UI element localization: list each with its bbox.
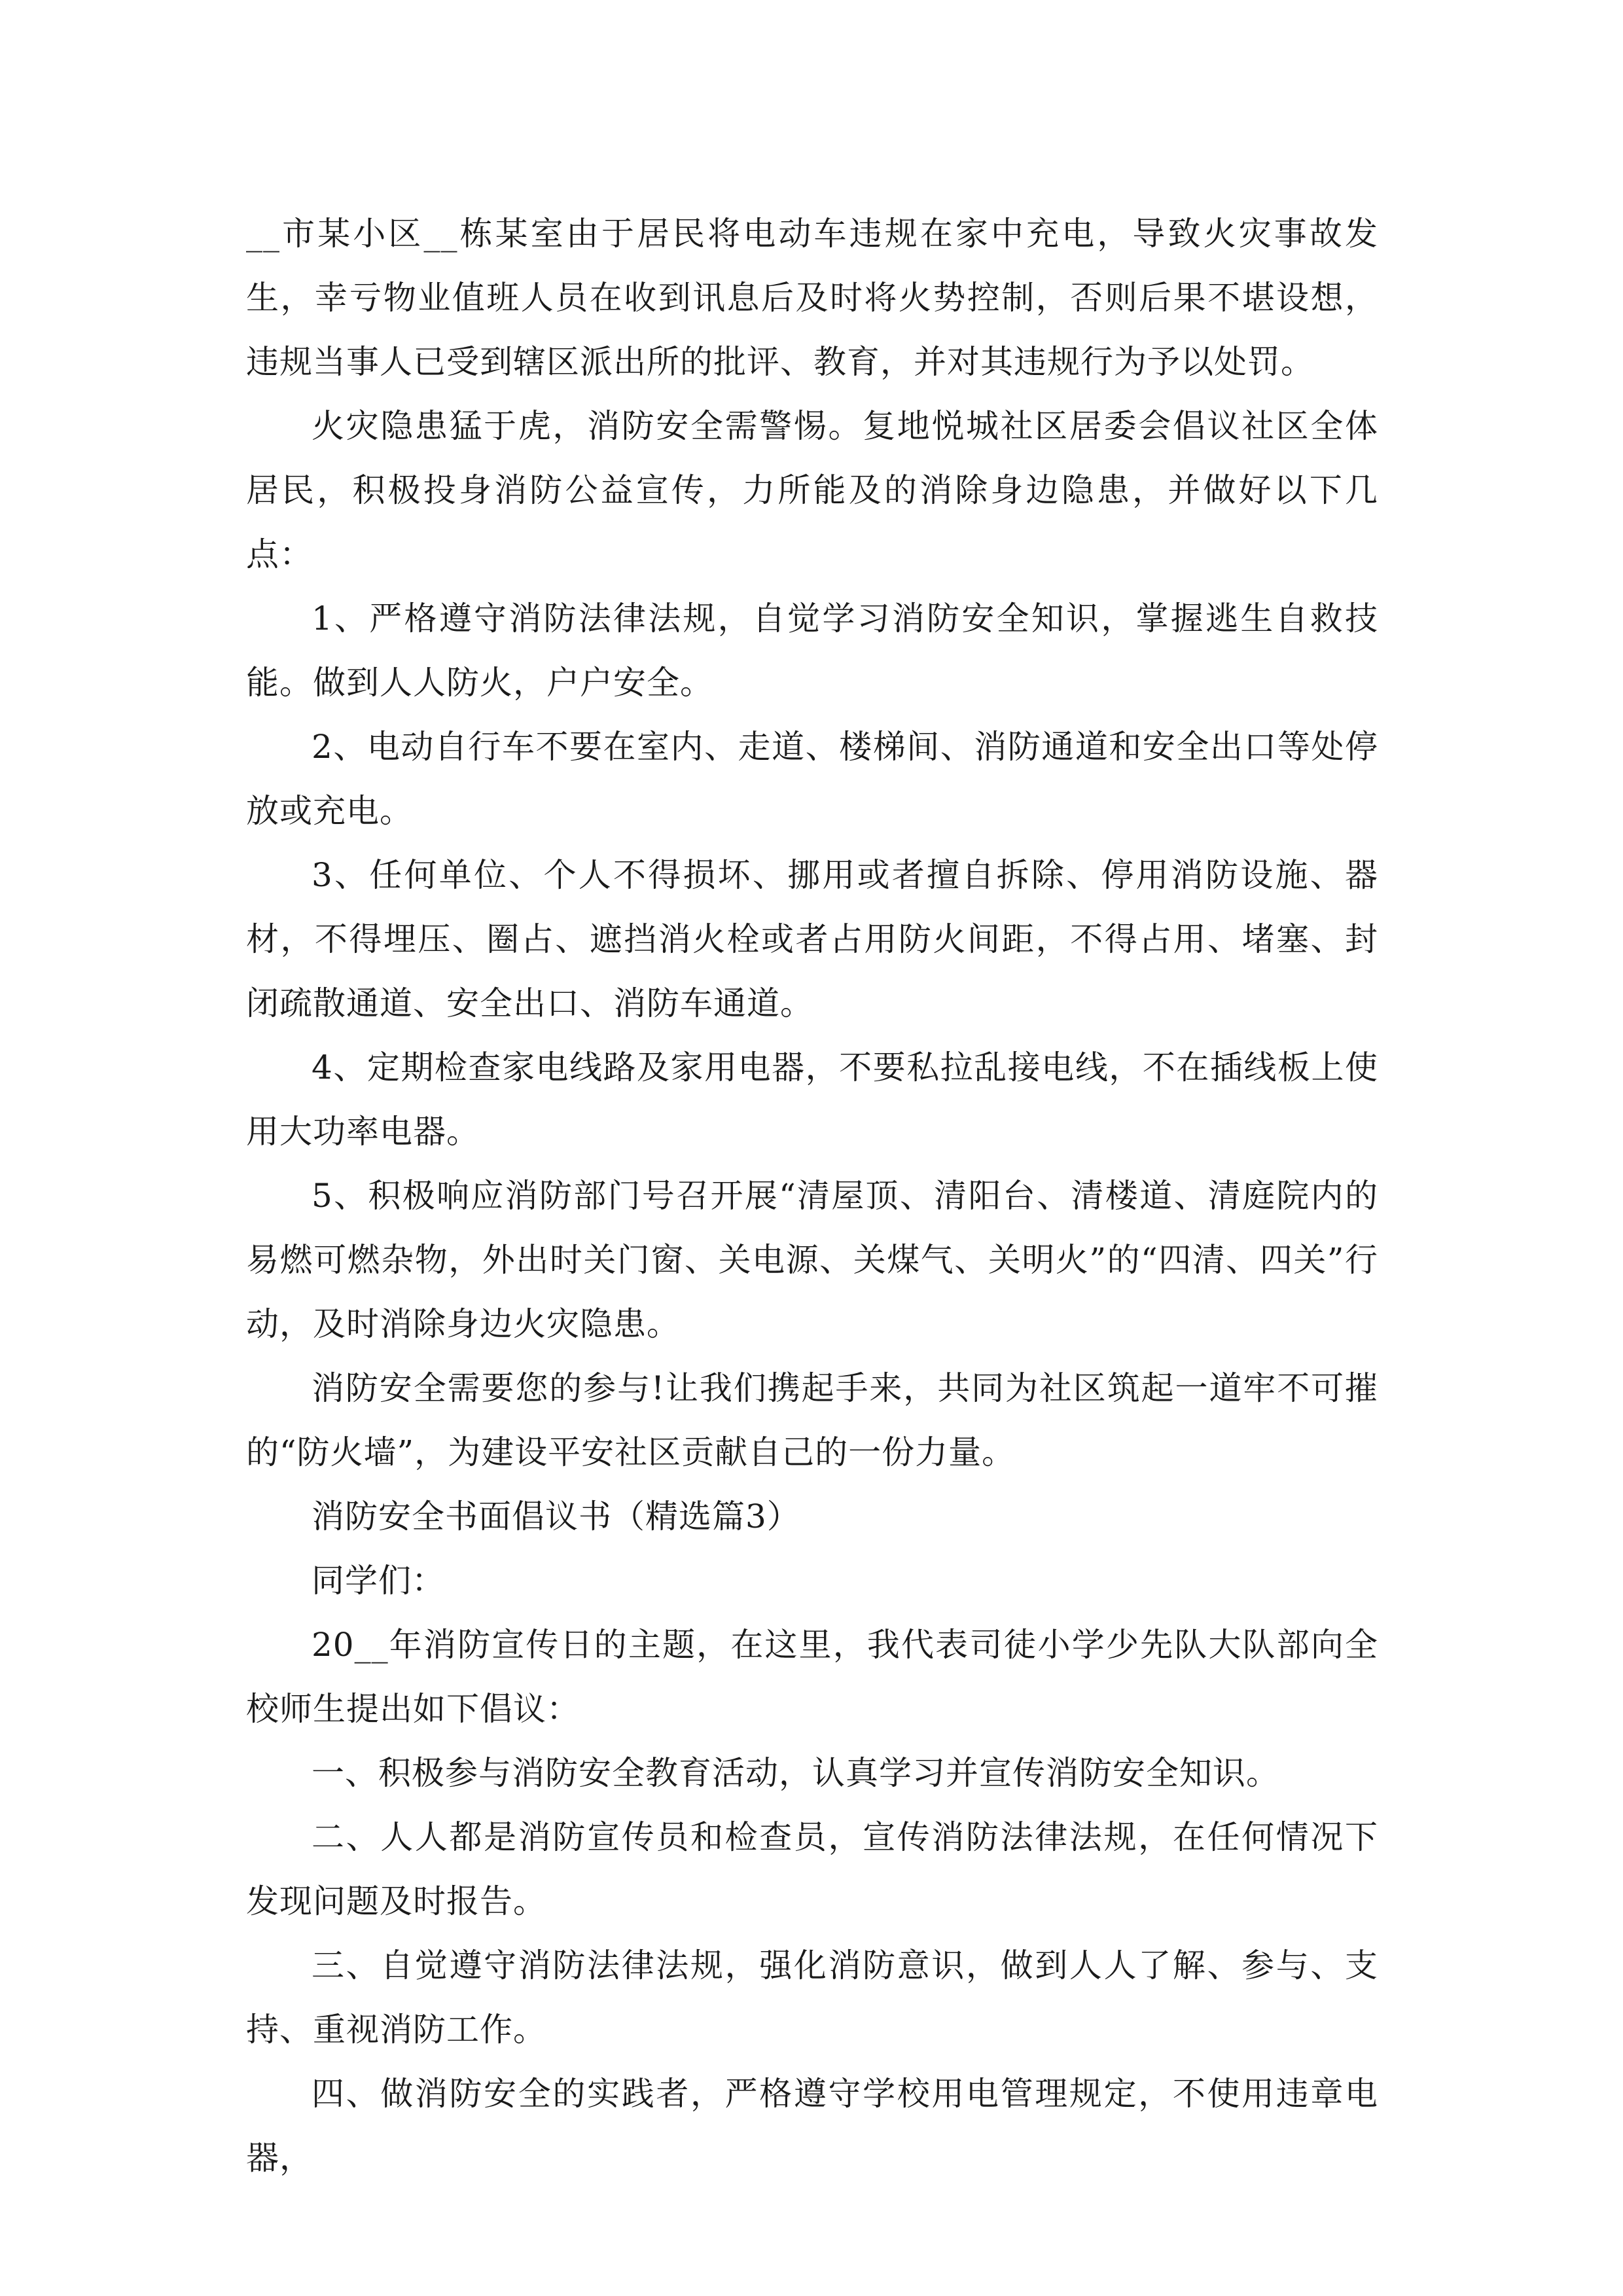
paragraph-point-4: 四、做消防安全的实践者，严格遵守学校用电管理规定，不使用违章电器， [246, 2075, 1378, 2177]
paragraph-school-intro: 20__年消防宣传日的主题，在这里，我代表司徒小学少先队大队部向全校师生提出如下倡议： [246, 1626, 1378, 1728]
paragraph-point-3: 三、自觉遵守消防法律法规，强化消防意识，做到人人了解、参与、支持、重视消防工作。 [246, 1946, 1378, 2049]
paragraph-incident-report: __市某小区__栋某室由于居民将电动车违规在家中充电，导致火灾事故发生，幸亏物业值班人员在收到讯息后及时将火势控制，否则后果不堪设想，违规当事人已受到辖区派出所的批评、教育，并对其违规行为予以处罚。 [246, 215, 1378, 381]
paragraph-item-1: 1、严格遵守消防法律法规，自觉学习消防安全知识，掌握逃生自救技能。做到人人防火，户户安全。 [246, 600, 1378, 702]
salutation: 同学们： [312, 1562, 445, 1600]
paragraph-item-5: 5、积极响应消防部门号召开展“清屋顶、清阳台、清楼道、清庭院内的易燃可燃杂物，外出时关门窗、关电源、关煤气、关明火”的“四清、四关”行动，及时消除身边火灾隐患。 [246, 1177, 1378, 1343]
paragraph-item-2: 2、电动自行车不要在室内、走道、楼梯间、消防通道和安全出口等处停放或充电。 [246, 728, 1378, 830]
paragraph-point-2: 二、人人都是消防宣传员和检查员，宣传消防法律法规，在任何情况下发现问题及时报告。 [246, 1818, 1378, 1920]
paragraph-point-1: 一、积极参与消防安全教育活动，认真学习并宣传消防安全知识。 [312, 1754, 1279, 1792]
section-heading: 消防安全书面倡议书（精选篇3） [312, 1498, 800, 1535]
paragraph-item-3: 3、任何单位、个人不得损坏、挪用或者擅自拆除、停用消防设施、器材，不得埋压、圈占、遮挡消火栓或者占用防火间距，不得占用、堵塞、封闭疏散通道、安全出口、消防车通道。 [246, 856, 1378, 1022]
paragraph-community-initiative: 火灾隐患猛于虎，消防安全需警惕。复地悦城社区居委会倡议社区全体居民，积极投身消防公益宣传，力所能及的消除身边隐患，并做好以下几点： [246, 407, 1378, 573]
document-body [246, 202, 1378, 2190]
paragraph-closing-call: 消防安全需要您的参与!让我们携起手来，共同为社区筑起一道牢不可摧的“防火墙”，为建设平安社区贡献自己的一份力量。 [246, 1369, 1378, 1471]
paragraph-item-4: 4、定期检查家电线路及家用电器，不要私拉乱接电线，不在插线板上使用大功率电器。 [246, 1049, 1378, 1151]
